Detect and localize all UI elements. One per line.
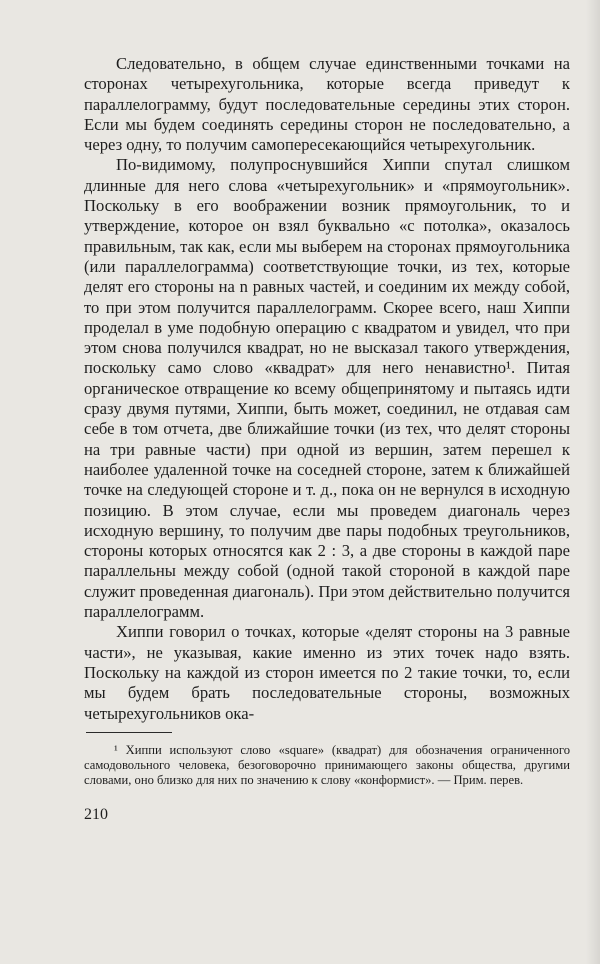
- page-edge-shadow: [586, 0, 600, 964]
- footnote-divider: [86, 732, 172, 733]
- page-number: 210: [84, 806, 108, 824]
- paragraph-2: По-видимому, полупроснувшийся Хиппи спутал слишком длинные для него слова «четырехугольник» и «прямоугольник». Поскольку в его воображении возник прямоугольник, то и утверждение, которое он взял буквально «с потолка», оказалось правильным, так как, если мы выберем на сторонах прямоугольника (или параллелограмма) соответствующие точки, из тех, которые делят его стороны на n равных частей, и соединим их между собой, то при этом получится параллелограмм. Скорее всего, наш Хиппи проделал в уме подобную операцию с квадратом и увидел, что при этом снова получился квадрат, но не высказал такого утверждения, поскольку само слово «квадрат» для него ненавистно¹. Питая органическое отвращение ко всему общепринятому и пытаясь идти сразу двумя путями, Хиппи, быть может, соединил, не отдавая сам себе в том отчета, две ближайшие точки (из тех, что делят стороны на три равные части) при одной из вершин, затем перешел к наиболее удаленной точке на соседней стороне, затем к ближайшей точке на следующей стороне и т. д., пока он не вернулся в исходную позицию. В этом случае, если мы проведем диагональ через исходную вершину, то получим две пары подобных треугольников, стороны которых относятся как 2 : 3, а две стороны в каждой паре параллельны между собой (одной такой стороной в каждой паре служит проведенная диагональ). При этом действительно получится параллелограмм.: [84, 155, 570, 622]
- footnote: ¹ Хиппи используют слово «square» (квадрат) для обозначения ограниченного самодовольного человека, безоговорочно принимающего законы общества, другими словами, оно близко для них по значению к слову «конформист». — Прим. перев.: [84, 742, 570, 788]
- paragraph-1: Следовательно, в общем случае единственными точками на сторонах четырехугольника, которые всегда приведут к параллелограмму, будут последовательные середины этих сторон. Если мы будем соединять середины сторон не последовательно, а через одну, то получим самопересекающийся четырехугольник.: [84, 54, 570, 155]
- paragraph-3: Хиппи говорил о точках, которые «делят стороны на 3 равные части», не указывая, какие именно из этих точек надо взять. Поскольку на каждой из сторон имеется по 2 такие точки, то, если мы будем брать последовательные стороны, возможных четырехугольников ока-: [84, 622, 570, 723]
- main-text: [84, 54, 570, 724]
